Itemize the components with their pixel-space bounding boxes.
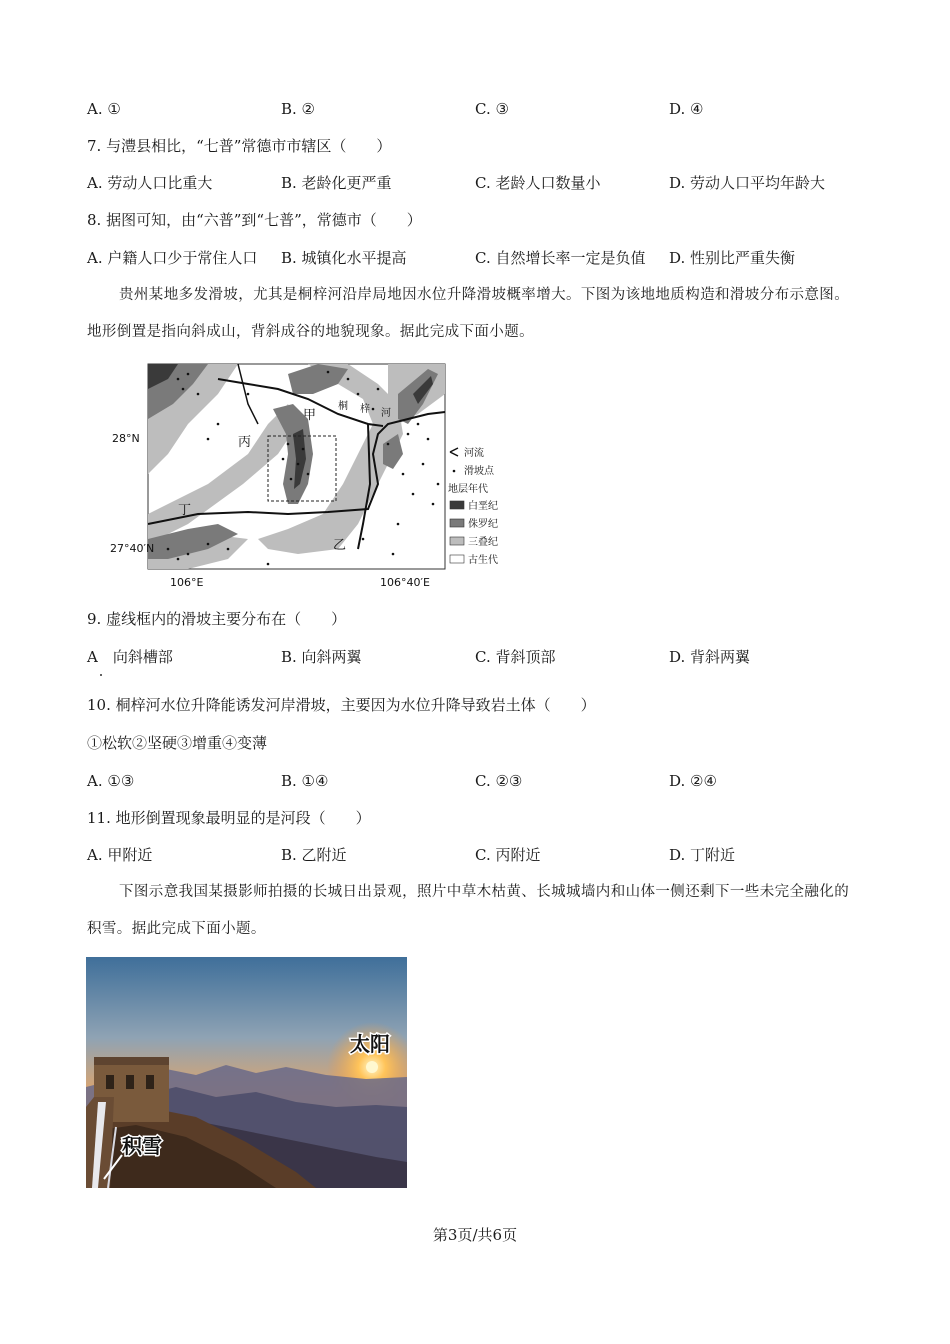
- triassic-swatch: [450, 537, 464, 545]
- q8-option-c[interactable]: C. 自然增长率一定是负值: [475, 249, 646, 267]
- q9-options: [87, 645, 867, 669]
- q6-option-b[interactable]: B. ②: [281, 100, 316, 118]
- q6-option-d[interactable]: D. ④: [669, 100, 704, 118]
- q10-option-b[interactable]: B. ①④: [281, 772, 329, 790]
- lat-2740n-label: 27°40′N: [110, 542, 155, 555]
- q8-stem: 8. 据图可知，由“六普”到“七普”，常德市（ ）: [87, 211, 422, 229]
- q10-choices: ①松软②坚硬③增重④变薄: [87, 734, 268, 752]
- q10-options: [87, 769, 867, 793]
- q10-option-c[interactable]: C. ②③: [475, 772, 523, 790]
- lon-10640e-label: 106°40′E: [380, 576, 430, 589]
- passage-great-wall: 下图示意我国某摄影师拍摄的长城日出景观，照片中草木枯黄、长城城墙内和山体一侧还剩下一些未完全融化的积雪。据此完成下面小题。: [87, 884, 850, 937]
- legend-landslide: 滑坡点: [464, 466, 494, 477]
- q7-option-c[interactable]: C. 老龄人口数量小: [475, 174, 601, 192]
- landslide-legend-icon: [453, 470, 456, 473]
- q8-option-b[interactable]: B. 城镇化水平提高: [281, 249, 407, 267]
- q6-option-a[interactable]: A. ①: [87, 100, 121, 118]
- great-wall-sunrise-image: [86, 957, 407, 1188]
- map-legend: [448, 446, 498, 566]
- page-footer: 第3页/共6页: [432, 1226, 518, 1244]
- q11-option-d[interactable]: D. 丁附近: [669, 846, 736, 864]
- q10-option-a[interactable]: A. ①③: [87, 772, 135, 790]
- label-river-1: 桐: [338, 401, 348, 412]
- q8-option-a[interactable]: A. 户籍人口少于常住人口: [87, 249, 258, 267]
- river-legend-icon: [450, 448, 458, 456]
- cretaceous-swatch: [450, 501, 464, 509]
- legend-cretaceous: 白垩纪: [468, 501, 498, 512]
- q11-option-b[interactable]: B. 乙附近: [281, 846, 347, 864]
- legend-jurassic: 侏罗纪: [468, 519, 498, 530]
- q11-option-a[interactable]: A. 甲附近: [87, 846, 153, 864]
- q8-options: [87, 246, 867, 270]
- label-river-2: 梓: [360, 404, 370, 415]
- lat-28n-label: 28°N: [112, 432, 140, 445]
- passage-landslide: 贵州某地多发滑坡，尤其是桐梓河沿岸局地因水位升降滑坡概率增大。下图为该地地质构造和滑坡分布示意图。地形倒置是指向斜成山，背斜成谷的地貌现象。据此完成下面小题。: [87, 287, 850, 340]
- q7-option-b[interactable]: B. 老龄化更严重: [281, 174, 392, 192]
- q7-option-a[interactable]: A. 劳动人口比重大: [87, 174, 213, 192]
- q9-option-c[interactable]: C. 背斜顶部: [475, 648, 556, 666]
- q6-option-c[interactable]: C. ③: [475, 100, 509, 118]
- geology-map-figure: [110, 358, 510, 590]
- q10-stem: 10. 桐梓河水位升降能诱发河岸滑坡，主要因为水位升降导致岩土体（ ）: [87, 696, 596, 714]
- q10-option-d[interactable]: D. ②④: [669, 772, 717, 790]
- geology-map: [110, 358, 510, 590]
- legend-strata-title: 地层年代: [448, 484, 488, 495]
- q6-options: [87, 97, 867, 121]
- stray-mark: [100, 674, 102, 676]
- q11-option-c[interactable]: C. 丙附近: [475, 846, 541, 864]
- paleozoic-swatch: [450, 555, 464, 563]
- q11-stem: 11. 地形倒置现象最明显的是河段（ ）: [87, 809, 371, 827]
- q7-options: [87, 171, 867, 195]
- label-yi: 乙: [333, 538, 347, 553]
- lon-106e-label: 106°E: [170, 576, 204, 589]
- q8-option-d[interactable]: D. 性别比严重失衡: [669, 249, 796, 267]
- q9-stem: 9. 虚线框内的滑坡主要分布在（ ）: [87, 610, 347, 628]
- legend-paleozoic: 古生代: [468, 555, 498, 566]
- q7-option-d[interactable]: D. 劳动人口平均年龄大: [669, 174, 826, 192]
- legend-river: 河流: [464, 448, 484, 459]
- jurassic-swatch: [450, 519, 464, 527]
- q9-option-a[interactable]: A 向斜槽部: [87, 648, 173, 666]
- label-ding: 丁: [178, 503, 192, 518]
- q11-options: [87, 843, 867, 867]
- q9-option-d[interactable]: D. 背斜两翼: [669, 648, 751, 666]
- label-bing: 丙: [238, 435, 252, 450]
- sun-label: 太阳: [350, 1032, 390, 1056]
- q9-option-b[interactable]: B. 向斜两翼: [281, 648, 362, 666]
- label-jia: 甲: [303, 408, 317, 423]
- great-wall-sunrise-photo: [86, 957, 407, 1188]
- legend-triassic: 三叠纪: [468, 537, 498, 548]
- label-river-3: 河: [381, 408, 391, 419]
- sun: [366, 1061, 378, 1073]
- q7-stem: 7. 与澧县相比，“七普”常德市市辖区（ ）: [87, 137, 392, 155]
- snow-label: 积雪: [122, 1134, 162, 1158]
